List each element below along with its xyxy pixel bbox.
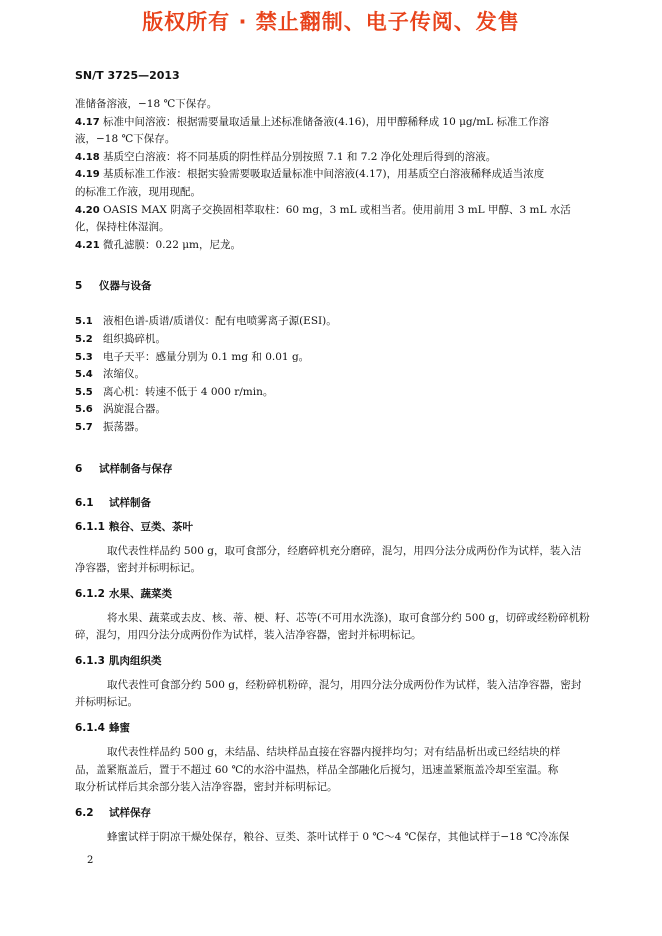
section-5-heading (75, 278, 591, 295)
clause-text: 基质标准工作液：根据实验需要吸取适量标准中间溶液(4.17)，用基质空白溶液稀释成适当浓度 (103, 168, 545, 181)
standard-code-header: SN/T 3725—2013 (75, 69, 180, 82)
paragraph-line: 取代表性样品约 500 g，未结晶、结块样品直接在容器内搅拌均匀；对有结晶析出或已经结块的样 (107, 746, 561, 759)
clause-text: 涡旋混合器。 (103, 403, 166, 416)
section-number: 6.1 (75, 496, 94, 509)
clause-5-3 (75, 349, 591, 367)
clause-number: 5.3 (75, 351, 93, 363)
section-title: 试样制备 (109, 496, 151, 509)
clause-text: 组织捣碎机。 (103, 332, 166, 345)
section-number: 6.1.4 (75, 722, 105, 735)
clause-text: 微孔滤膜：0.22 μm，尼龙。 (103, 238, 241, 251)
clause-number: 4.21 (75, 239, 100, 251)
clause-text: 基质空白溶液：将不同基质的阴性样品分别按照 7.1 和 7.2 净化处理后得到的溶液。 (103, 150, 497, 163)
paragraph-line: 取代表性可食部分约 500 g，经粉碎机粉碎，混匀，用四分法分成两份作为试样，装入洁净容器，密封 (107, 678, 582, 691)
paragraph-line: 碎，混匀，用四分法分成两份作为试样，装入洁净容器，密封并标明标记。 (75, 629, 422, 642)
section-6-2-heading (75, 805, 591, 822)
clause-text: 浓缩仪。 (103, 368, 145, 381)
section-title: 试样制备与保存 (99, 462, 173, 475)
clause-4-17 (75, 114, 591, 132)
clause-number: 4.18 (75, 151, 100, 163)
section-6-1-1-heading (75, 519, 591, 536)
copyright-watermark: 版权所有 · 禁止翻制、电子传阅、发售 (142, 10, 520, 34)
clause-5-5 (75, 384, 591, 402)
section-number: 6 (75, 462, 83, 475)
clause-text: 振荡器。 (103, 420, 145, 433)
clause-text: 标准中间溶液：根据需要量取适量上述标准储备液(4.16)，用甲醇稀释成 10 μg/mL 标准工作溶 (103, 115, 549, 128)
paragraph-line: 将水果、蔬菜或去皮、核、蒂、梗、籽、芯等(不可用水洗涤)，取可食部分约 500 g，切碎或经粉碎机粉 (107, 611, 590, 624)
text-line: 化，保持柱体湿润。 (75, 221, 170, 234)
text-line: 准储备溶液，−18 ℃下保存。 (75, 98, 218, 110)
clause-4-19 (75, 166, 591, 184)
section-6-1-2-heading (75, 586, 591, 603)
section-6-heading (75, 461, 591, 478)
clause-text: 电子天平：感量分别为 0.1 mg 和 0.01 g。 (103, 350, 310, 363)
paragraph-line: 取分析试样后其余部分装入洁净容器，密封并标明标记。 (75, 781, 338, 794)
clause-5-6 (75, 401, 591, 419)
paragraph-line: 蜂蜜试样于阴凉干燥处保存，粮谷、豆类、茶叶试样于 0 ℃～4 ℃保存，其他试样于−18 ℃冷冻保 (107, 830, 570, 843)
clause-number: 5.7 (75, 421, 93, 433)
clause-number: 5.5 (75, 386, 93, 398)
clause-number: 4.19 (75, 169, 100, 181)
section-number: 6.2 (75, 806, 94, 819)
clause-4-20 (75, 202, 591, 220)
section-number: 5 (75, 280, 83, 293)
section-6-1-heading (75, 495, 591, 512)
section-number: 6.1.1 (75, 520, 105, 533)
clause-5-4 (75, 366, 591, 384)
clause-number: 4.17 (75, 116, 100, 128)
clause-5-2 (75, 331, 591, 349)
clause-5-7 (75, 419, 591, 437)
clause-text: OASIS MAX 阴离子交换固相萃取柱：60 mg，3 mL 或相当者。使用前用 3 mL 甲醇、3 mL 水活 (103, 203, 571, 216)
section-number: 6.1.2 (75, 587, 105, 600)
section-title: 粮谷、豆类、茶叶 (109, 520, 193, 533)
section-title: 蜂蜜 (109, 722, 130, 735)
clause-4-18 (75, 149, 591, 167)
clause-text: 离心机：转速不低于 4 000 r/min。 (103, 385, 274, 398)
document-body (75, 96, 591, 846)
clause-number: 5.1 (75, 316, 93, 328)
clause-5-1 (75, 313, 591, 331)
paragraph-line: 并标明标记。 (75, 696, 138, 709)
section-title: 水果、蔬菜类 (109, 587, 172, 600)
section-6-1-3-heading (75, 653, 591, 670)
clause-number: 5.2 (75, 333, 93, 345)
paragraph-line: 取代表性样品约 500 g，取可食部分，经磨碎机充分磨碎，混匀，用四分法分成两份作为试样，装入洁 (107, 544, 582, 557)
clause-4-21 (75, 237, 591, 255)
paragraph-line: 净容器，密封并标明标记。 (75, 562, 201, 575)
section-number: 6.1.3 (75, 654, 105, 667)
section-title: 仪器与设备 (99, 280, 152, 293)
paragraph-line: 品，盖紧瓶盖后，置于不超过 60 ℃的水浴中温热，样品全部融化后搅匀，迅速盖紧瓶盖冷却至室温。称 (75, 763, 559, 776)
clause-number: 5.4 (75, 369, 93, 381)
clause-number: 4.20 (75, 204, 100, 216)
text-line: 的标准工作液，现用现配。 (75, 185, 201, 198)
section-title: 试样保存 (109, 806, 151, 819)
section-title: 肌肉组织类 (109, 654, 162, 667)
page-number: 2 (87, 855, 94, 866)
section-6-1-4-heading (75, 720, 591, 737)
clause-number: 5.6 (75, 404, 93, 416)
clause-text: 液相色谱-质谱/质谱仪：配有电喷雾离子源(ESI)。 (103, 315, 337, 328)
text-line: 液，−18 ℃下保存。 (75, 133, 176, 146)
